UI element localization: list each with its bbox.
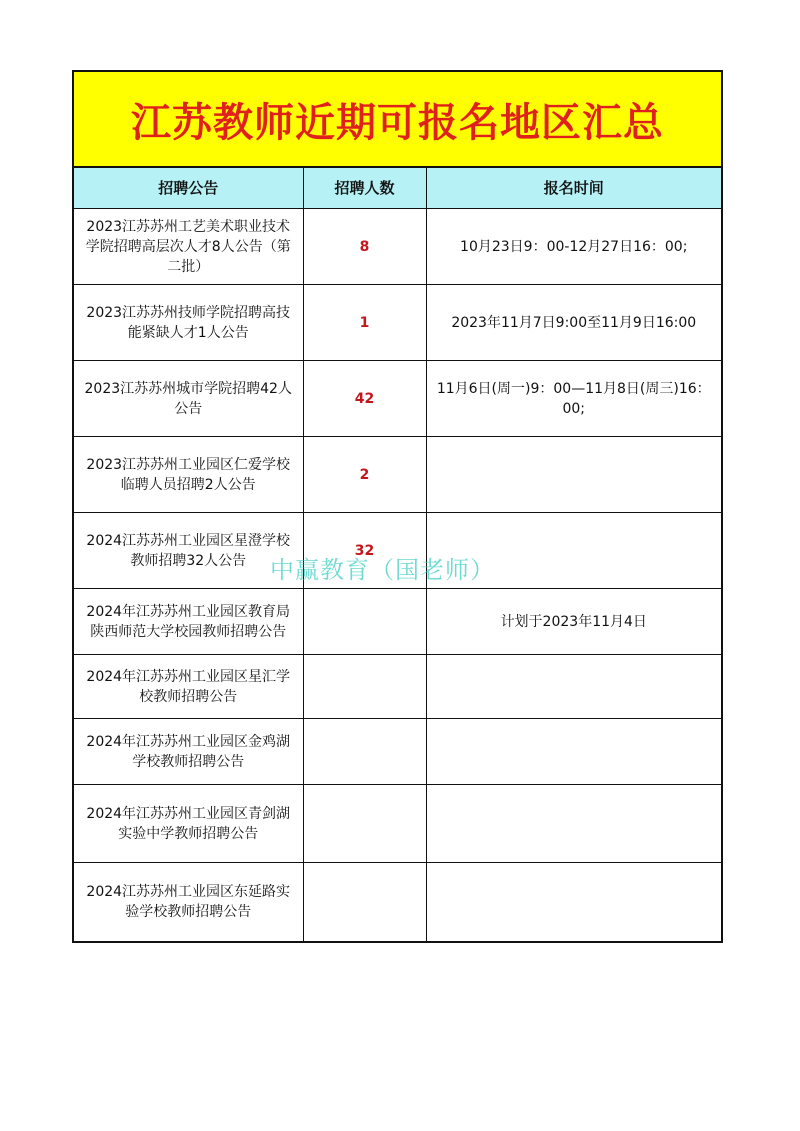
count-cell: 8: [303, 209, 426, 285]
table-row: [74, 655, 721, 719]
table-row: [74, 719, 721, 785]
time-cell: 2023年11月7日9:00至11月9日16:00: [426, 285, 721, 361]
notice-cell: 2024年江苏苏州工业园区星汇学校教师招聘公告: [74, 655, 303, 719]
table-row: [74, 863, 721, 941]
header-notice: 招聘公告: [74, 168, 303, 209]
notice-cell: 2023江苏苏州技师学院招聘高技能紧缺人才1人公告: [74, 285, 303, 361]
count-cell: [303, 863, 426, 941]
recruitment-summary-sheet: [72, 70, 723, 943]
time-cell: 10月23日9：00-12月27日16：00;: [426, 209, 721, 285]
time-cell: 11月6日(周一)9：00—11月8日(周三)16：00;: [426, 361, 721, 437]
notice-cell: 2023江苏苏州工艺美术职业技术学院招聘高层次人才8人公告（第二批）: [74, 209, 303, 285]
notice-cell: 2024年江苏苏州工业园区教育局陕西师范大学校园教师招聘公告: [74, 589, 303, 655]
notice-cell: 2023江苏苏州城市学院招聘42人公告: [74, 361, 303, 437]
header-time: 报名时间: [426, 168, 721, 209]
page-title: 江苏教师近期可报名地区汇总: [74, 72, 721, 168]
count-cell: 2: [303, 437, 426, 513]
notice-cell: 2023江苏苏州工业园区仁爱学校临聘人员招聘2人公告: [74, 437, 303, 513]
count-cell: 42: [303, 361, 426, 437]
time-cell: [426, 785, 721, 863]
notice-cell: 2024江苏苏州工业园区星澄学校教师招聘32人公告: [74, 513, 303, 589]
watermark-text: 中赢教育（国老师）: [270, 556, 495, 584]
notice-cell: 2024年江苏苏州工业园区青剑湖实验中学教师招聘公告: [74, 785, 303, 863]
time-cell: [426, 863, 721, 941]
table-row: [74, 285, 721, 361]
notice-cell: 2024年江苏苏州工业园区金鸡湖学校教师招聘公告: [74, 719, 303, 785]
header-count: 招聘人数: [303, 168, 426, 209]
table-header-row: [74, 168, 721, 209]
time-cell: [426, 719, 721, 785]
count-cell: [303, 589, 426, 655]
notice-cell: 2024江苏苏州工业园区东延路实验学校教师招聘公告: [74, 863, 303, 941]
table-row: [74, 589, 721, 655]
count-cell: [303, 655, 426, 719]
time-cell: 计划于2023年11月4日: [426, 589, 721, 655]
count-cell: 1: [303, 285, 426, 361]
table-row: [74, 437, 721, 513]
time-cell: [426, 655, 721, 719]
table-row: [74, 785, 721, 863]
table-row: [74, 361, 721, 437]
count-cell: 32: [303, 513, 426, 589]
count-cell: [303, 785, 426, 863]
table-row: [74, 209, 721, 285]
time-cell: [426, 437, 721, 513]
count-cell: [303, 719, 426, 785]
